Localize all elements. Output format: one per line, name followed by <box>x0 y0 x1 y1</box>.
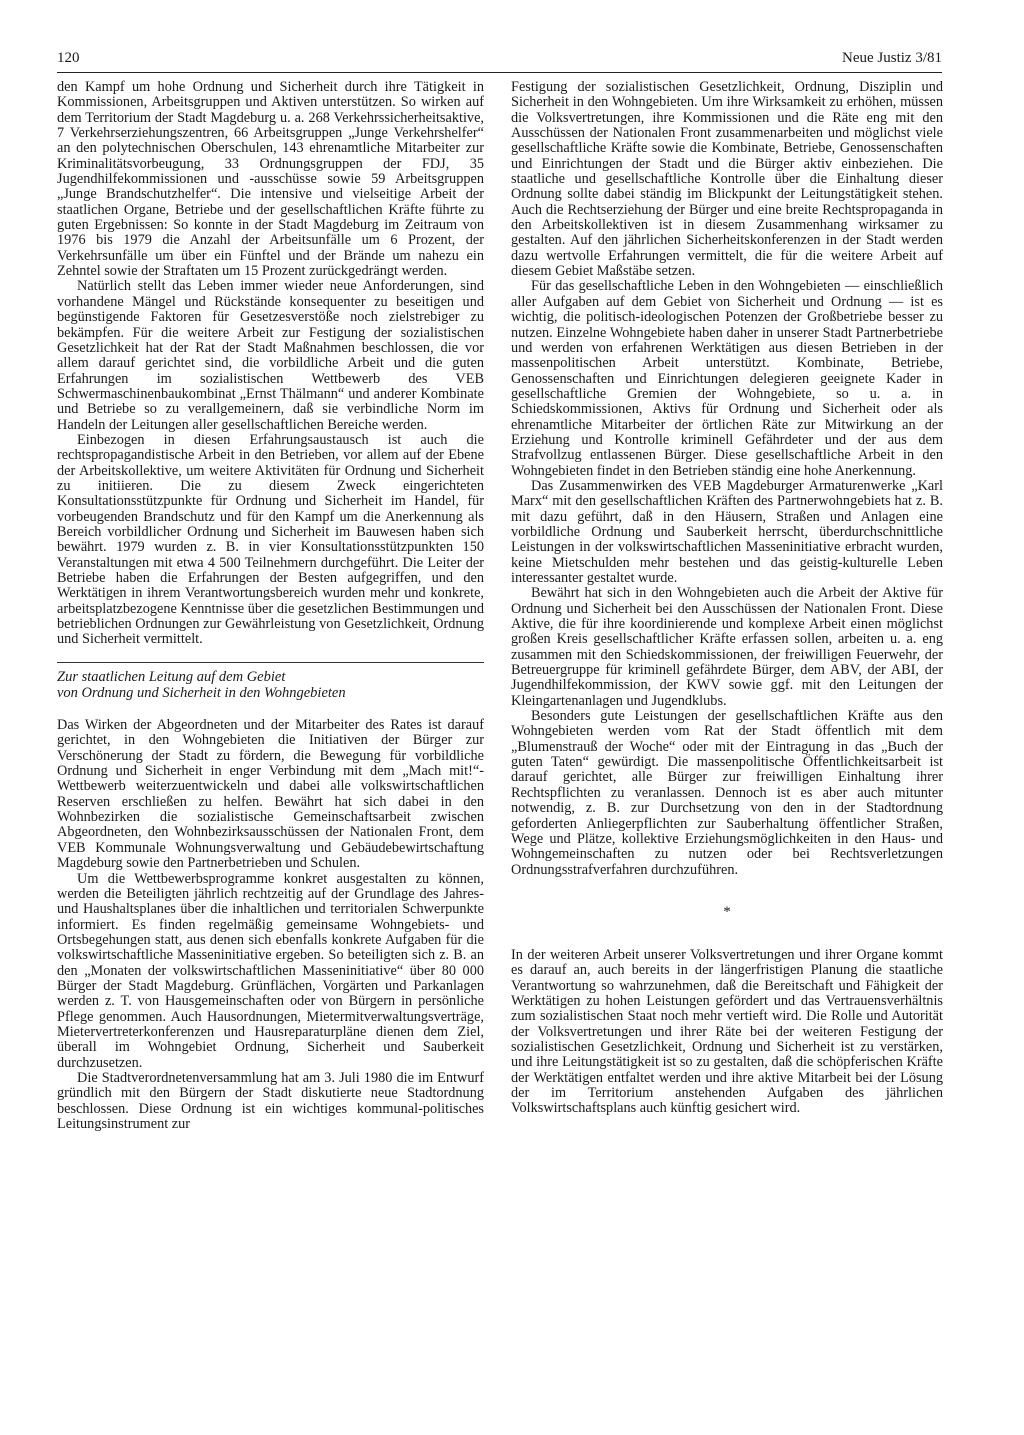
left-column <box>57 80 484 1132</box>
paragraph: Um die Wettbewerbsprogramme konkret ausgestalten zu können, werden die Beteiligten jährlich rechtzeitig auf der Grundlage des Jahres- und Haushaltsplanes über die inhaltlichen und territorialen Schwerpunkte informiert. Es finden regelmäßig gemeinsame Wohngebiets- und Ortsbegehungen statt, aus denen sich ebenfalls konkrete Aufgaben für die volkswirtschaftliche Masseninitiative ergeben. So beteiligten sich z. B. an den „Monaten der volkswirtschaftlichen Masseninitiative“ über 80 000 Bürger der Stadt Magdeburg. Grünflächen, Vorgärten und Parkanlagen werden z. T. von Hausgemeinschaften oder von Bürgern in persönliche Pflege genommen. Auch Hausordnungen, Mietermitverwaltungsverträge, Mietervertreterkonferenzen und Hausreparaturpläne dienen dem Ziel, überall im Wohngebiet Ordnung, Sicherheit und Sauberkeit durchzusetzen. <box>57 870 484 1071</box>
journal-title: Neue Justiz 3/81 <box>842 50 942 66</box>
header-rule <box>57 72 942 73</box>
paragraph: In der weiteren Arbeit unserer Volksvertretungen und ihrer Organe kommt es darauf an, auch bereits in der längerfristigen Planung die staatliche Verantwortung so wahrzunehmen, daß die Bereitschaft und Fähigkeit der Werktätigen zu hohen Leistungen gefördert und das Vertrauensverhältnis zum sozialistischen Staat noch mehr vertieft wird. Die Rolle und Autorität der Volksvertretungen und ihrer Räte bei der weiteren Festigung der sozialistischen Gesetzlichkeit, Ordnung und Sicherheit ist zu verstärken, und ihre Leitungstätigkeit ist so zu gestalten, daß die schöpferischen Kräfte der Werktätigen entfaltet werden und ihre aktive Mitarbeit bei der Lösung der im Territorium anstehenden Aufgaben des jährlichen Volkswirtschaftsplans auch künftig gesichert wird. <box>511 946 943 1117</box>
paragraph: Für das gesellschaftliche Leben in den Wohngebieten — einschließlich aller Aufgaben auf dem Gebiet von Sicherheit und Ordnung — ist es wichtig, die politisch-ideologischen Potenzen der Großbetriebe besser zu nutzen. Einzelne Wohngebiete haben daher in unserer Stadt Partnerbetriebe und werden von erfahrenen Werktätigen aus diesen Betrieben in der massenpolitischen Arbeit unterstützt. Kombinate, Betriebe, Genossenschaften und Einrichtungen delegieren geeignete Kader in gesellschaftliche Gremien der Wohngebiete, so u. a. in Schiedskommissionen, Aktivs für Ordnung und Sicherheit oder als ehrenamtliche Mitarbeiter der örtlichen Räte zur Mitwirkung an der Erziehung und Kontrolle kriminell Gefährdeter und der aus dem Strafvollzug entlassenen Bürger. Diese gesellschaftliche Arbeit in den Wohngebieten findet in den Betrieben ständig eine hohe Anerkennung. <box>511 278 943 479</box>
section-rule <box>57 662 484 663</box>
section-separator: * <box>723 903 731 920</box>
paragraph: Besonders gute Leistungen der gesellschaftlichen Kräfte aus den Wohngebieten werden vom Rat der Stadt öffentlich mit dem „Blumenstrauß der Woche“ oder mit der Eintragung in das „Buch der guten Taten“ gewürdigt. Die massenpolitische Öffentlichkeitsarbeit ist darauf gerichtet, alle Bürger zur freiwilligen Einhaltung ihrer Rechtspflichten zu veranlassen. Dennoch ist es aber auch mitunter notwendig, z. B. zur Durchsetzung von den in der Stadtordnung geforderten Anliegerpflichten zur Sauberhaltung öffentlicher Straßen, Wege und Plätze, kollektive Erziehungsmöglichkeiten in den Haus- und Wohngemeinschaften zu nutzen oder bei Rechtsverletzungen Ordnungsstrafverfahren durchzuführen. <box>511 708 943 878</box>
paragraph: Natürlich stellt das Leben immer wieder neue Anforderungen, sind vorhandene Mängel und Rückstände konsequenter zu beseitigen und begünstigende Faktoren für Gesetzesverstöße noch zielstrebiger zu bekämpfen. Für die weitere Arbeit zur Festigung der sozialistischen Gesetzlichkeit hat der Rat der Stadt Maßnahmen beschlossen, die vor allem darauf gerichtet sind, die vorbildliche Arbeit und die guten Erfahrungen im sozialistischen Wettbewerb des VEB Schwermaschinenbaukombinat „Ernst Thälmann“ und anderer Kombinate und Betriebe so zu verallgemeinern, daß sie verbindliche Norm im Handeln der Leitungen aller gesellschaftlichen Bereiche werden. <box>57 278 484 433</box>
paragraph: Das Wirken der Abgeordneten und der Mitarbeiter des Rates ist darauf gerichtet, in den Wohngebieten die Initiativen der Bürger zur Verschönerung der Stadt zu fördern, die Bewegung für vorbildliche Ordnung und Sicherheit in enger Verbindung mit dem „Mach mit!“-Wettbewerb weiterzuentwickeln und dabei alle volkswirtschaftlichen Reserven erschließen zu helfen. Bewährt hat sich dabei in den Wohnbezirken die sozialistische Gemeinschaftsarbeit zwischen Abgeordneten, den Wohnbezirksausschüssen der Nationalen Front, dem VEB Kommunale Wohnungsverwaltung und Gebäudebewirtschaftung Magdeburg sowie den Partnerbetrieben und Schulen. <box>57 717 484 872</box>
paragraph: den Kampf um hohe Ordnung und Sicherheit durch ihre Tätigkeit in Kommissionen, Arbeitsgruppen und Aktiven unterstützen. So wirken auf dem Territorium der Stadt Magdeburg u. a. 268 Verkehrssicherheitsaktive, 7 Verkehrserziehungszentren, 66 Arbeitsgruppen „Junge Verkehrshelfer“ an den polytechnischen Oberschulen, 143 ehrenamtliche Mitarbeiter zur Kriminalitätsvorbeugung, 33 Ordnungsgruppen der FDJ, 35 Jugendhilfekommissionen und -ausschüsse sowie 59 Arbeitsgruppen „Junge Brandschutzhelfer“. Die intensive und vielseitige Arbeit der staatlichen Organe, Betriebe und der gesellschaftlichen Kräfte führte zu guten Ergebnissen: So konnte in der Stadt Magdeburg im Zeitraum von 1976 bis 1979 die Anzahl der Arbeitsunfälle um 6 Prozent, der Verkehrsunfälle um über ein Fünftel und der Brände um nahezu ein Zehntel sowie der Straftaten um 15 Prozent zurückgedrängt werden. <box>57 79 484 280</box>
paragraph: Die Stadtverordnetenversammlung hat am 3. Juli 1980 die im Entwurf gründlich mit den Bürgern der Stadt diskutierte neue Stadtordnung beschlossen. Diese Ordnung ist ein wichtiges kommunal-politisches Leitungsinstrument zur <box>57 1069 484 1132</box>
section-heading-line: von Ordnung und Sicherheit in den Wohngebieten <box>57 685 346 702</box>
paragraph: Das Zusammenwirken des VEB Magdeburger Armaturenwerke „Karl Marx“ mit den gesellschaftlichen Kräften des Partnerwohngebiets hat z. B. mit dazu geführt, daß in den Häusern, Straßen und Anlagen eine vorbildliche Ordnung und Sauberkeit herrscht, überdurchschnittliche Leistungen in der volkswirtschaftlichen Masseninitiative erbracht wurden, keine Mietschulden mehr bestehen und das geistig-kulturelle Leben interessanter gestaltet wurde. <box>511 477 943 586</box>
paragraph: Festigung der sozialistischen Gesetzlichkeit, Ordnung, Disziplin und Sicherheit in den Wohngebieten. Um ihre Wirksamkeit zu erhöhen, müssen die Volksvertretungen, ihre Kommissionen und die Räte eng mit den Ausschüssen der Nationalen Front zusammenarbeiten und möglichst viele gesellschaftliche Kräfte sowie die Kombinate, Betriebe, Genossenschaften und Einrichtungen der Stadt und die Bürger aktiv einbeziehen. Die staatliche und gesellschaftliche Kontrolle über die Einhaltung dieser Ordnung sollte dabei ständig im Blickpunkt der Leitungstätigkeit stehen. Auch die Rechtserziehung der Bürger und eine breite Rechtspropaganda in den Arbeitskollektiven ist in diesem Zusammenhang wirksamer zu gestalten. Auf den jährlichen Sicherheitskonferenzen in der Stadt werden dazu wertvolle Erfahrungen vermittelt, die für die weitere Arbeit auf diesem Gebiet Maßstäbe setzen. <box>511 79 943 280</box>
section-heading-line: Zur staatlichen Leitung auf dem Gebiet <box>57 668 286 685</box>
paragraph: Bewährt hat sich in den Wohngebieten auch die Arbeit der Aktive für Ordnung und Sicherheit bei den Ausschüssen der Nationalen Front. Diese Aktive, die für ihre koordinierende und komplexe Arbeit einen möglichst großen Kreis gesellschaftlicher Kräfte erfassen sollen, arbeiten u. a. eng zusammen mit den Schiedskommissionen, der freiwilligen Feuerwehr, der Betreuergruppe für kriminell gefährdete Bürger, dem ABV, der ABI, der Jugendhilfekommission, der KWV sowie ggf. mit den Leitungen der Kleingartenanlagen und Jugendklubs. <box>511 585 943 709</box>
right-column <box>511 80 943 1117</box>
paragraph: Einbezogen in diesen Erfahrungsaustausch ist auch die rechtspropagandistische Arbeit in den Betrieben, vor allem auf der Ebene der Arbeitskollektive, um weitere Aktivitäten für Ordnung und Sicherheit zu initiieren. Die zu diesem Zweck eingerichteten Konsultationsstützpunkte für Ordnung und Sicherheit im Handel, für vorbeugenden Brandschutz und für den Kampf um die Anerkennung als Bereich vorbildlicher Ordnung und Sicherheit im Bauwesen haben sich bewährt. 1979 wurden z. B. in vier Konsultationsstützpunkten 150 Veranstaltungen mit etwa 4 500 Teilnehmern durchgeführt. Die Leiter der Betriebe haben die Erfahrungen der Besten aufgegriffen, und den Werktätigen in ihrem Verantwortungsbereich wurden mehr und konkrete, arbeitsplatzbezogene Kenntnisse über die gesetzlichen Bestimmungen und betrieblichen Ordnungen zur Gewährleistung von Gesetzlichkeit, Ordnung und Sicherheit vermittelt. <box>57 431 484 648</box>
section-heading <box>57 669 484 702</box>
page-number: 120 <box>57 50 80 66</box>
